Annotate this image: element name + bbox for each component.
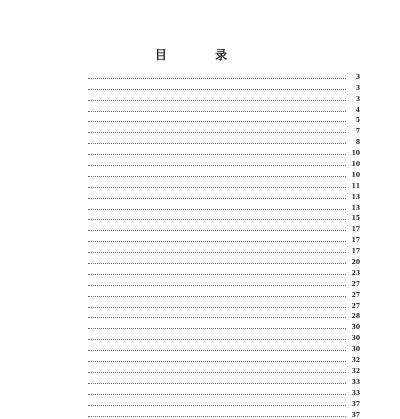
toc-entry-page-number: 15 bbox=[351, 215, 360, 223]
toc-entry[interactable] bbox=[44, 222, 360, 233]
toc-entry-page-number: 11 bbox=[351, 182, 360, 190]
toc-entry[interactable] bbox=[44, 168, 360, 179]
toc-entry-page-number: 7 bbox=[355, 128, 360, 136]
toc-entry[interactable] bbox=[44, 299, 360, 310]
toc-entry[interactable] bbox=[44, 92, 360, 103]
toc-entry-page-number: 33 bbox=[351, 389, 360, 397]
toc-entry-page-number: 27 bbox=[351, 280, 360, 288]
toc-entry[interactable] bbox=[44, 342, 360, 353]
toc-leader-dots bbox=[88, 372, 346, 373]
toc-entry-page-number: 4 bbox=[355, 106, 360, 114]
toc-leader-dots bbox=[88, 89, 346, 90]
toc-entry[interactable] bbox=[44, 233, 360, 244]
toc-entry-page-number: 10 bbox=[351, 150, 360, 158]
toc-entry[interactable] bbox=[44, 353, 360, 364]
toc-leader-dots bbox=[88, 143, 346, 144]
toc-leader-dots bbox=[88, 78, 346, 79]
toc-entry-page-number: 10 bbox=[351, 171, 360, 179]
toc-entry-page-number: 3 bbox=[355, 73, 360, 81]
toc-entry-page-number: 37 bbox=[351, 400, 360, 408]
toc-entry-page-number: 32 bbox=[351, 367, 360, 375]
toc-entry[interactable] bbox=[44, 212, 360, 223]
toc-entry-page-number: 20 bbox=[351, 259, 360, 267]
toc-entry[interactable] bbox=[44, 135, 360, 146]
toc-entry[interactable] bbox=[44, 397, 360, 408]
toc-leader-dots bbox=[88, 383, 346, 384]
toc-entry[interactable] bbox=[44, 408, 360, 419]
toc-leader-dots bbox=[88, 219, 346, 220]
toc-entry-page-number: 32 bbox=[351, 357, 360, 365]
toc-leader-dots bbox=[88, 132, 346, 133]
toc-entry-page-number: 27 bbox=[351, 291, 360, 299]
toc-entry-page-number: 28 bbox=[351, 313, 360, 321]
toc-entry-page-number: 30 bbox=[351, 324, 360, 332]
toc-leader-dots bbox=[88, 263, 346, 264]
toc-entry-page-number: 13 bbox=[351, 193, 360, 201]
toc-entry[interactable] bbox=[44, 70, 360, 81]
toc-entry-page-number: 8 bbox=[355, 139, 360, 147]
toc-leader-dots bbox=[88, 100, 346, 101]
toc-entry-page-number: 23 bbox=[351, 269, 360, 277]
toc-leader-dots bbox=[88, 361, 346, 362]
toc-leader-dots bbox=[88, 317, 346, 318]
toc-entry[interactable] bbox=[44, 288, 360, 299]
toc-entry[interactable] bbox=[44, 386, 360, 397]
toc-entry-page-number: 5 bbox=[355, 117, 360, 125]
toc-entry[interactable] bbox=[44, 320, 360, 331]
toc-entry-page-number: 3 bbox=[355, 84, 360, 92]
toc-entry-page-number: 30 bbox=[351, 346, 360, 354]
toc-leader-dots bbox=[88, 198, 346, 199]
toc-leader-dots bbox=[88, 416, 346, 417]
toc-leader-dots bbox=[88, 274, 346, 275]
toc-entry[interactable] bbox=[44, 81, 360, 92]
toc-entry[interactable] bbox=[44, 190, 360, 201]
toc-entry-page-number: 30 bbox=[351, 335, 360, 343]
toc-entry-page-number: 27 bbox=[351, 302, 360, 310]
toc-list bbox=[44, 70, 360, 419]
toc-leader-dots bbox=[88, 209, 346, 210]
toc-entry-page-number: 13 bbox=[351, 204, 360, 212]
toc-entry[interactable] bbox=[44, 157, 360, 168]
toc-entry-page-number: 17 bbox=[351, 248, 360, 256]
toc-leader-dots bbox=[88, 339, 346, 340]
toc-entry[interactable] bbox=[44, 331, 360, 342]
toc-leader-dots bbox=[88, 121, 346, 122]
toc-entry[interactable] bbox=[44, 124, 360, 135]
toc-entry[interactable] bbox=[44, 103, 360, 114]
toc-leader-dots bbox=[88, 252, 346, 253]
toc-entry[interactable] bbox=[44, 146, 360, 157]
toc-title: 目 录 bbox=[154, 48, 250, 62]
toc-leader-dots bbox=[88, 230, 346, 231]
toc-entry-page-number: 10 bbox=[351, 161, 360, 169]
toc-leader-dots bbox=[88, 111, 346, 112]
toc-entry[interactable] bbox=[44, 364, 360, 375]
toc-entry-page-number: 3 bbox=[355, 95, 360, 103]
toc-entry[interactable] bbox=[44, 114, 360, 125]
toc-leader-dots bbox=[88, 350, 346, 351]
toc-entry[interactable] bbox=[44, 266, 360, 277]
toc-leader-dots bbox=[88, 154, 346, 155]
toc-leader-dots bbox=[88, 405, 346, 406]
toc-entry[interactable] bbox=[44, 179, 360, 190]
toc-entry[interactable] bbox=[44, 277, 360, 288]
toc-leader-dots bbox=[88, 241, 346, 242]
toc-leader-dots bbox=[88, 187, 346, 188]
toc-entry[interactable] bbox=[44, 310, 360, 321]
toc-leader-dots bbox=[88, 296, 346, 297]
toc-entry[interactable] bbox=[44, 201, 360, 212]
toc-leader-dots bbox=[88, 165, 346, 166]
toc-entry[interactable] bbox=[44, 244, 360, 255]
toc-entry-page-number: 33 bbox=[351, 378, 360, 386]
toc-leader-dots bbox=[88, 285, 346, 286]
toc-entry-page-number: 17 bbox=[351, 226, 360, 234]
toc-leader-dots bbox=[88, 176, 346, 177]
toc-leader-dots bbox=[88, 394, 346, 395]
toc-leader-dots bbox=[88, 328, 346, 329]
toc-entry-page-number: 17 bbox=[351, 237, 360, 245]
toc-entry-page-number: 37 bbox=[351, 411, 360, 419]
toc-leader-dots bbox=[88, 307, 346, 308]
toc-entry[interactable] bbox=[44, 255, 360, 266]
toc-entry[interactable] bbox=[44, 375, 360, 386]
